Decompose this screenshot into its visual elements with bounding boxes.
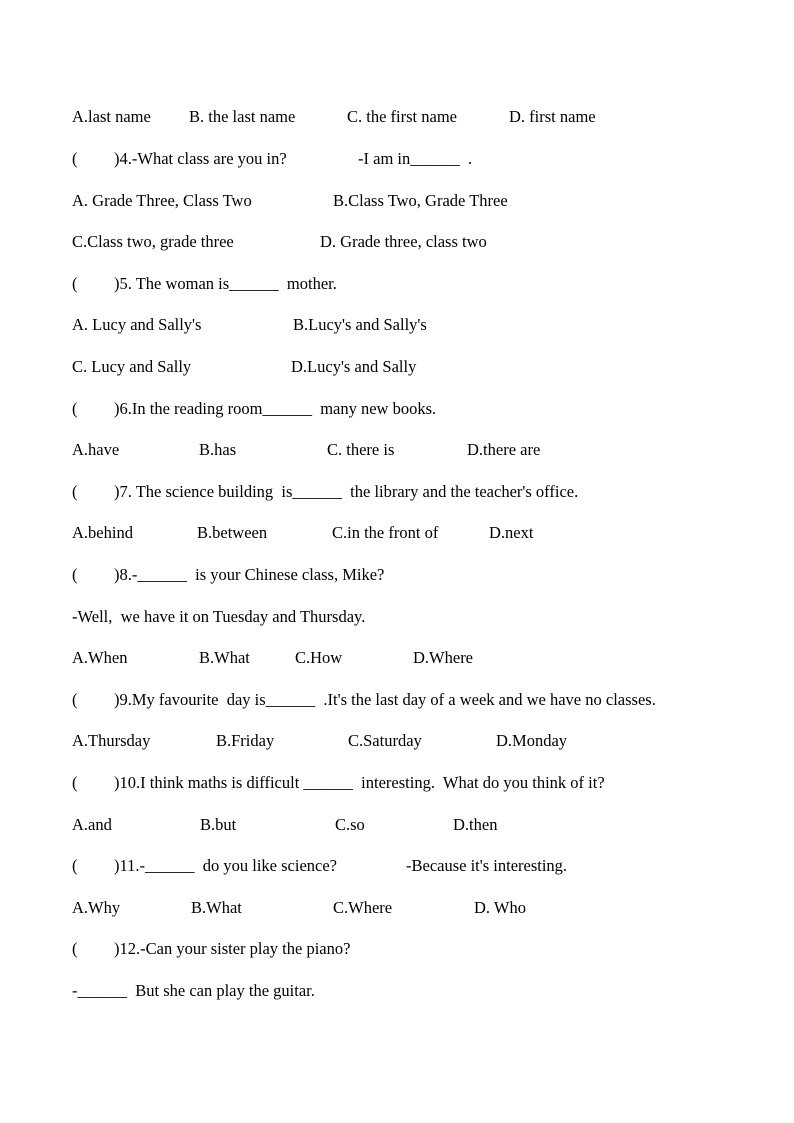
option-b: B.Lucy's and Sally's [293, 315, 427, 334]
question-5 [0, 272, 337, 296]
question-10 [0, 771, 605, 795]
option-b: B.What [199, 648, 250, 667]
answer-bracket-open: ( [72, 149, 78, 168]
option-a: A.have [72, 440, 120, 459]
option-c: C.Class two, grade three [72, 232, 234, 251]
option-d: D.there are [467, 440, 541, 459]
q9-options [0, 729, 568, 753]
answer-text: -Because it's interesting. [406, 856, 568, 875]
option-a: A.and [72, 815, 112, 834]
question-text: )6.In the reading room______ many new books. [114, 399, 437, 418]
question-8 [0, 563, 385, 587]
answer-bracket-open: ( [72, 274, 78, 293]
q12-dialogue-reply [0, 979, 315, 1003]
option-c: C. there is [327, 440, 395, 459]
question-text: )8.-______ is your Chinese class, Mike? [114, 565, 385, 584]
q10-options [0, 813, 498, 837]
q8-options [0, 646, 474, 670]
answer-bracket-open: ( [72, 565, 78, 584]
option-d: D.Where [413, 648, 474, 667]
answer-text: -I am in______ . [358, 149, 473, 168]
q3-options [0, 105, 596, 129]
q8-dialogue-reply [0, 605, 366, 629]
answer-bracket-open: ( [72, 399, 78, 418]
reply-text: -______ But she can play the guitar. [72, 981, 315, 1000]
option-a: A.Why [72, 898, 121, 917]
option-b: B.but [200, 815, 237, 834]
question-text: )12.-Can your sister play the piano? [114, 939, 351, 958]
question-11 [0, 854, 568, 878]
option-c: C.Where [333, 898, 393, 917]
q4-options-cd [0, 230, 487, 254]
option-c: C.so [335, 815, 365, 834]
option-b: B.Class Two, Grade Three [333, 191, 508, 210]
question-4 [0, 147, 473, 171]
option-d: D.Lucy's and Sally [291, 357, 417, 376]
option-d: D.next [489, 523, 534, 542]
answer-bracket-open: ( [72, 939, 78, 958]
option-d: D. first name [509, 107, 596, 126]
option-c: C.Saturday [348, 731, 422, 750]
q4-options-ab [0, 189, 508, 213]
option-b: B.Friday [216, 731, 275, 750]
option-b: B. the last name [189, 107, 296, 126]
answer-bracket-open: ( [72, 773, 78, 792]
question-text: )10.I think maths is difficult ______ interesting. What do you think of it? [114, 773, 605, 792]
option-d: D. Who [474, 898, 526, 917]
question-12 [0, 937, 351, 961]
option-c: C. Lucy and Sally [72, 357, 192, 376]
q5-options-ab [0, 313, 427, 337]
option-b: B.has [199, 440, 237, 459]
option-a: A. Lucy and Sally's [72, 315, 202, 334]
option-c: C.How [295, 648, 343, 667]
option-a: A.When [72, 648, 128, 667]
question-text: )9.My favourite day is______ .It's the last day of a week and we have no classes. [114, 690, 656, 709]
option-a: A.Thursday [72, 731, 151, 750]
option-c: C. the first name [347, 107, 457, 126]
q6-options [0, 438, 541, 462]
answer-bracket-open: ( [72, 690, 78, 709]
option-b: B.What [191, 898, 242, 917]
option-d: D.then [453, 815, 498, 834]
option-b: B.between [197, 523, 268, 542]
option-d: D. Grade three, class two [320, 232, 487, 251]
question-text: )11.-______ do you like science? [114, 856, 337, 875]
option-a: A. Grade Three, Class Two [72, 191, 252, 210]
q11-options [0, 896, 526, 920]
question-text: )5. The woman is______ mother. [114, 274, 337, 293]
question-7 [0, 480, 579, 504]
reply-text: -Well, we have it on Tuesday and Thursday. [72, 607, 366, 626]
question-6 [0, 397, 437, 421]
q5-options-cd [0, 355, 417, 379]
option-c: C.in the front of [332, 523, 439, 542]
q7-options [0, 521, 534, 545]
option-a: A.behind [72, 523, 133, 542]
question-text: )4.-What class are you in? [114, 149, 287, 168]
option-a: A.last name [72, 107, 151, 126]
answer-bracket-open: ( [72, 856, 78, 875]
answer-bracket-open: ( [72, 482, 78, 501]
option-d: D.Monday [496, 731, 568, 750]
question-9 [0, 688, 656, 712]
question-text: )7. The science building is______ the library and the teacher's office. [114, 482, 579, 501]
